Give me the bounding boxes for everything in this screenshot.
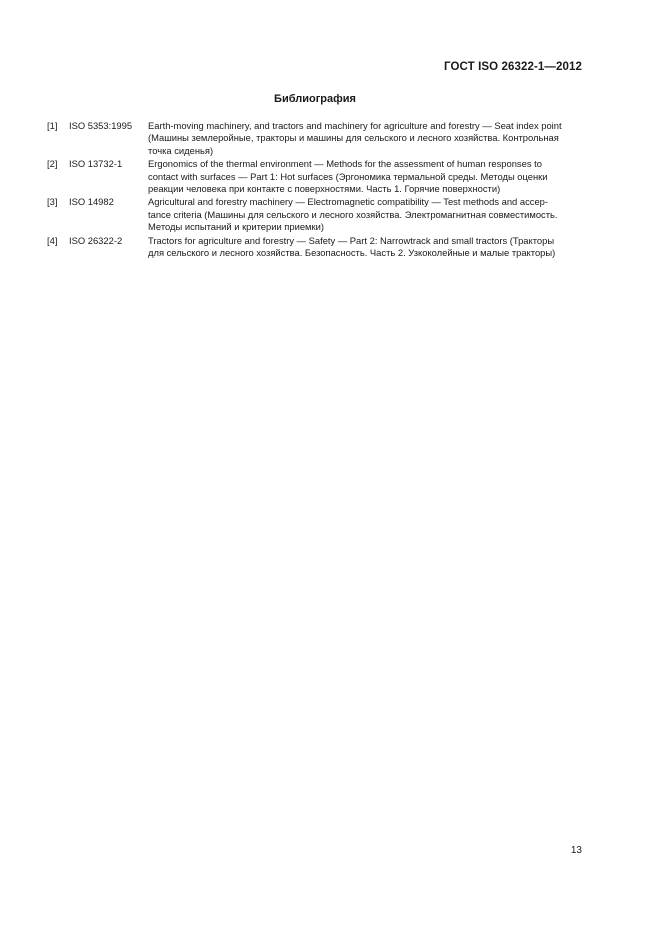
entry-line: Earth-moving machinery, and tractors and machinery for agriculture and forestry — Seat index point [148,120,562,131]
entry-standard: ISO 14982 [69,196,114,208]
entry-line: (Машины землеройные, тракторы и машины для сельского и лесного хозяйства. Контрольная [148,132,559,144]
entry-line: реакции человека при контакте с поверхностями. Часть 1. Горячие поверхности) [148,183,501,195]
entry-line: contact with surfaces — Part 1: Hot surfaces (Эргономика термальной среды. Методы оценки [148,170,548,182]
document-code: ГОСТ ISO 26322-1—2012 [444,61,582,73]
entry-description [148,120,584,157]
page-number: 13 [570,845,582,856]
bibliography-entry-4 [47,235,584,260]
bibliography-entry-2 [47,158,584,195]
entry-line: tance criteria (Машины для сельского и лесного хозяйства. Электромагнитная совместимость. [148,208,558,220]
entry-description [148,235,584,260]
entry-line: Tractors for agriculture and forestry — Safety — Part 2: Narrowtrack and small tractors (Тракторы [148,234,555,246]
entry-line: Ergonomics of the thermal environment — Methods for the assessment of human responses to [148,158,542,170]
entry-line: для сельского и лесного хозяйства. Безопасность. Часть 2. Узкоколейные и малые тракторы) [148,247,556,259]
entry-description [148,158,584,195]
entry-standard: ISO 5353:1995 [69,120,133,131]
entry-number: [2] [47,158,58,170]
entry-standard: ISO 13732-1 [69,158,123,170]
entry-number: [1] [47,120,58,131]
entry-standard: ISO 26322-2 [69,234,123,246]
entry-line: точка сиденья) [148,144,214,156]
entry-description [148,196,584,233]
entry-line: Agricultural and forestry machinery — Electromagnetic compatibility — Test methods and accep- [148,196,548,208]
entry-line: Методы испытаний и критерии приемки) [148,221,324,233]
bibliography-entry-3 [47,196,584,233]
bibliography-list [47,120,584,260]
section-title: Библиография [274,93,356,105]
entry-number: [4] [47,234,58,246]
entry-number: [3] [47,196,58,208]
bibliography-entry-1 [47,120,584,157]
